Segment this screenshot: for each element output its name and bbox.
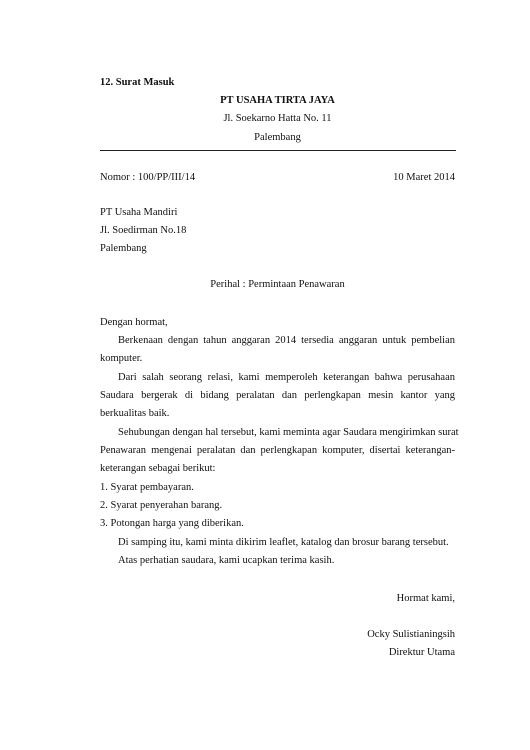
letterhead-city: Palembang [254,132,301,143]
body-paragraph-3-line-2: Penawaran mengenai peralatan dan perlengkapan komputer, disertai keterangan- [100,445,455,456]
body-paragraph-1-line-2: komputer. [100,353,143,364]
signer-name: Ocky Sulistianingsih [367,629,455,640]
body-paragraph-1-line-1: Berkenaan dengan tahun anggaran 2014 tersedia anggaran untuk pembelian [118,335,455,346]
letterhead-divider [100,150,456,151]
closing-greeting: Hormat kami, [396,593,455,604]
body-paragraph-3-line-1: Sehubungan dengan hal tersebut, kami meminta agar Saudara mengirimkan surat [118,427,459,438]
letterhead-address: Jl. Soekarno Hatta No. 11 [223,113,332,124]
salutation: Dengan hormat, [100,317,168,328]
list-item: 3. Potongan harga yang diberikan. [100,518,244,529]
letter-date: 10 Maret 2014 [393,172,455,183]
list-item: 1. Syarat pembayaran. [100,482,194,493]
body-paragraph-2-line-2: Saudara bergerak di bidang peralatan dan perlengkapan mesin kantor yang [100,390,455,401]
body-paragraph-2-line-1: Dari salah seorang relasi, kami memperoleh keterangan bahwa perusahaan [118,372,455,383]
body-paragraph-3-line-3: keterangan sebagai berikut: [100,463,216,474]
letterhead-company: PT USAHA TIRTA JAYA [220,95,335,106]
body-paragraph-4: Di samping itu, kami minta dikirim leaflet, katalog dan brosur barang tersebut. [118,537,449,548]
letter-number: Nomor : 100/PP/III/14 [100,172,196,183]
recipient-city: Palembang [100,243,147,254]
body-paragraph-2-line-3: berkualitas baik. [100,408,170,419]
recipient-name: PT Usaha Mandiri [100,207,178,218]
body-paragraph-5: Atas perhatian saudara, kami ucapkan terima kasih. [118,555,335,566]
list-item: 2. Syarat penyerahan barang. [100,500,223,511]
section-heading: 12. Surat Masuk [100,77,175,88]
letter-subject: Perihal : Permintaan Penawaran [210,279,345,290]
signer-title: Direktur Utama [388,647,455,658]
recipient-address: Jl. Soedirman No.18 [100,225,187,236]
